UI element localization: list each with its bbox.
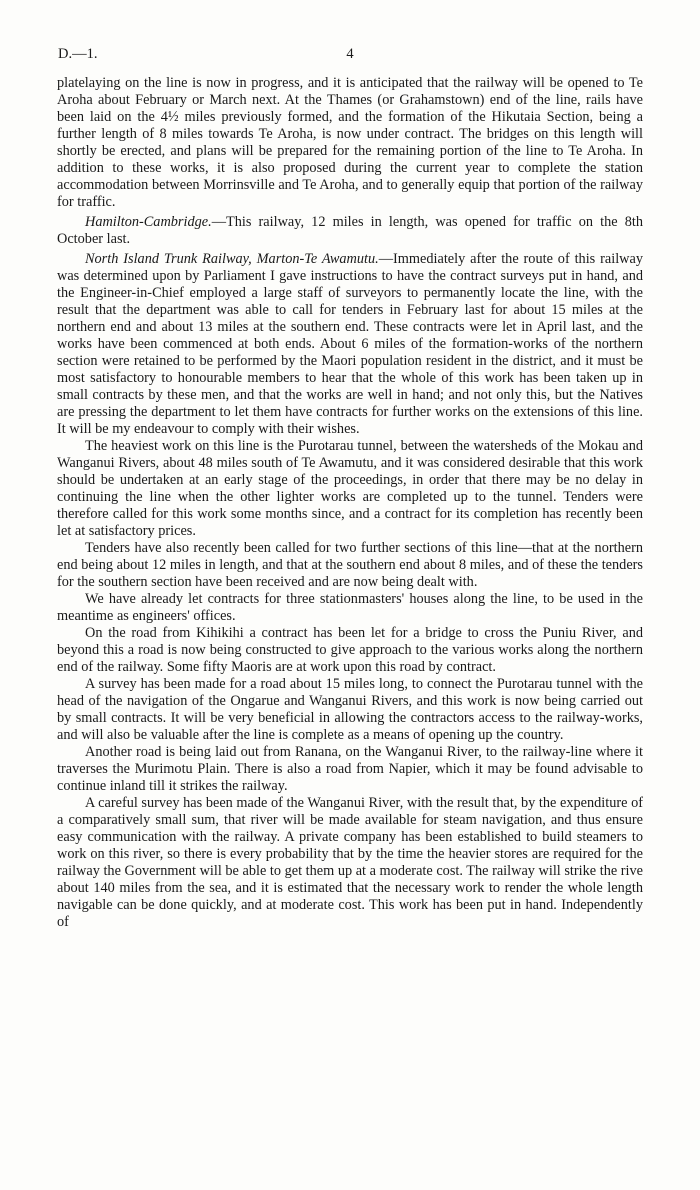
paragraph-stationmasters: We have already let contracts for three stationmasters' houses along the line, to be used in the meantime as engineers' offices. (57, 591, 643, 624)
paragraph-ranana-road: Another road is being laid out from Ranana, on the Wanganui River, to the railway-line where it traverses the Murimotu Plain. There is also a road from Napier, which it may be found advisable to continue inland till it strikes the railway. (57, 744, 643, 794)
document-reference: D.—1. (58, 46, 98, 62)
section-title-hamilton-cambridge: Hamilton-Cambridge. (85, 214, 212, 230)
page-number: 4 (346, 46, 354, 62)
paragraph-1: platelaying on the line is now in progress, and it is anticipated that the railway will be opened to Te Aroha about February or March next. At the Thames (or Grahamstown) end of the line, rails have been laid on the 4½ miles previously formed, and the formation of the Hikutaia Section, being a further length of 8 miles towards Te Aroha, is now under contract. The bridges on this length will shortly be erected, and plans will be prepared for the remaining portion of the line to Te Aroha. In addition to these works, it is also proposed during the current year to complete the station accommodation between Morrinsville and Te Aroha, and to generally equip that portion of the railway for traffic. (57, 75, 643, 210)
paragraph-survey-road: A survey has been made for a road about 15 miles long, to connect the Purotarau tunnel with the head of the navigation of the Ongarue and Wanganui Rivers, and this work is now being carried out by small contracts. It will be very beneficial in allowing the contractors access to the railway-works, and will also be valuable after the line is complete as a means of opening up the country. (57, 676, 643, 743)
paragraph-tenders: Tenders have also recently been called for two further sections of this line—that at the northern end being about 12 miles in length, and that at the southern end about 8 miles, and of these the tenders for the southern section have been received and are now being dealt with. (57, 540, 643, 590)
paragraph-kihikihi-road: On the road from Kihikihi a contract has been let for a bridge to cross the Puniu River, and beyond this a road is now being constructed to give approach to the various works along the northern end of the railway. Some fifty Maoris are at work upon this road by contract. (57, 625, 643, 675)
paragraph-purotarau-tunnel: The heaviest work on this line is the Purotarau tunnel, between the watersheds of the Mokau and Wanganui Rivers, about 48 miles south of Te Awamutu, and it was considered desirable that this work should be undertaken at an early stage of the proceedings, in order that there may be no delay in continuing the line when the other lighter works are completed up to the tunnel. Tenders were therefore called for this work some months since, and a contract for its completion has recently been let at satisfactory prices. (57, 438, 643, 539)
paragraph-hamilton-cambridge: Hamilton-Cambridge.—This railway, 12 miles in length, was opened for traffic on the 8th October last. (57, 214, 643, 247)
paragraph-wanganui-river: A careful survey has been made of the Wanganui River, with the result that, by the expenditure of a comparatively small sum, that river will be made available for steam navigation, and thus ensure easy communication with the railway. A private company has been established to build steamers to work on this river, so there is every probability that by the time the heavier stores are required for the railway the Government will be able to get them up at a moderate cost. The railway will strike the rive about 140 miles from the sea, and it is estimated that the necessary work to render the whole length navigable can be done quickly, and at moderate cost. This work has been put in hand. Independently of (57, 795, 643, 930)
page-header (58, 46, 642, 66)
section-title-north-island-trunk: North Island Trunk Railway, Marton-Te Awamutu. (85, 251, 379, 267)
paragraph-north-island-trunk: North Island Trunk Railway, Marton-Te Awamutu.—Immediately after the route of this railway was determined upon by Parliament I gave instructions to have the contract surveys put in hand, and the Engineer-in-Chief employed a large staff of surveyors to permanently locate the line, with the result that the department was able to call for tenders in February last for about 15 miles at the northern end and about 13 miles at the southern end. These contracts were let in April last, and the works have been commenced at both ends. About 6 miles of the formation-works of the northern section were retained to be performed by the Maori population resident in the district, and it must be most satisfactory to honourable members to hear that the whole of this work has been taken up in small contracts by these men, and that the works are well in hand; and not only this, but the Natives are pressing the department to let them have contracts for further works on the extensions of this line. It will be my endeavour to comply with their wishes. (57, 251, 643, 437)
body-text (57, 75, 643, 931)
